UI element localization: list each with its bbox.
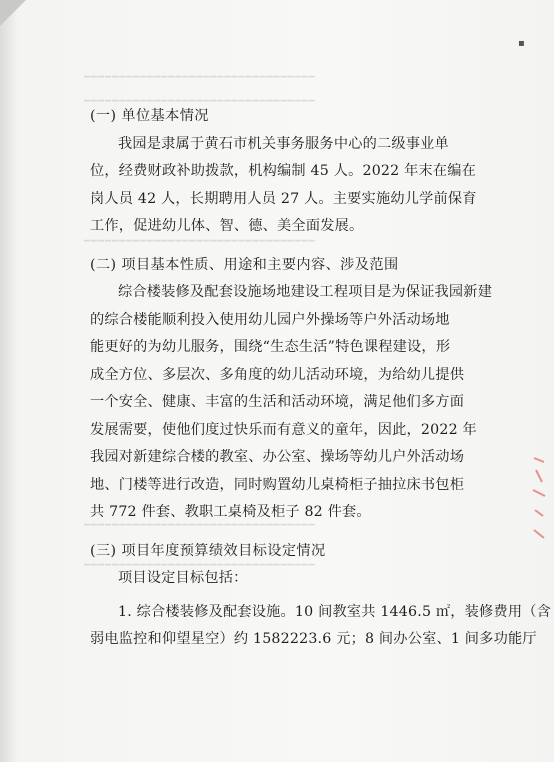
bleed-through-text: ━━━━━━━━━━━━━━━━━━━━━━━━━━━━━━━━━ bbox=[84, 72, 316, 83]
section-heading: (三) 项目年度预算绩效目标设定情况 bbox=[90, 542, 326, 559]
paragraph-line: 我园是隶属于黄石市机关事务服务中心的二级事业单 bbox=[118, 135, 449, 152]
section-heading: (二) 项目基本性质、用途和主要内容、涉及范围 bbox=[90, 256, 399, 273]
bleed-through-text: ━━━━━━━━━━━━━━━━━━━━━━━━━━━━━━━━━ bbox=[84, 96, 316, 107]
paragraph-line: 成全方位、多层次、多角度的幼儿活动环境，为给幼儿提供 bbox=[90, 366, 465, 383]
paragraph-line: 发展需要，使他们度过快乐而有意义的童年，因此，2022 年 bbox=[90, 421, 477, 438]
section-heading: (一) 单位基本情况 bbox=[90, 108, 209, 124]
document-body bbox=[90, 103, 551, 654]
paragraph-line: 能更好的为幼儿服务，围绕“生态生活”特色课程建设，形 bbox=[90, 339, 451, 355]
paragraph-line: 的综合楼能顺利投入使用幼儿园户外操场等户外活动场地 bbox=[90, 311, 450, 328]
red-seal-stamp bbox=[530, 450, 548, 550]
folded-corner bbox=[0, 0, 26, 26]
bleed-through-text: ━━━━━━━━━━━━━━━━━━━━━━━━━━━━━━━━━ bbox=[84, 560, 316, 571]
paragraph-line: 岗人员 42 人，长期聘用人员 27 人。主要实施幼儿学前保育 bbox=[90, 190, 477, 207]
paragraph-line: 工作，促进幼儿体、智、德、美全面发展。 bbox=[90, 218, 364, 234]
scan-speck: ▪ bbox=[518, 38, 525, 49]
paragraph-line: 综合楼装修及配套设施场地建设工程项目是为保证我园新建 bbox=[118, 284, 493, 300]
list-item-line: 1. 综合楼装修及配套设施。10 间教室共 1446.5 ㎡，装修费用（含 bbox=[118, 603, 551, 620]
paragraph-line: 共 772 件套、教职工桌椅及柜子 82 件套。 bbox=[90, 504, 371, 520]
bleed-through-text: ━━━━━━━━━━━━━━━━━━━━━━━━━━━━━━━━━ bbox=[84, 236, 316, 247]
paragraph-line: 我园对新建综合楼的教室、办公室、操场等幼儿户外活动场 bbox=[90, 449, 465, 465]
paragraph-line: 位，经费财政补助拨款，机构编制 45 人。2022 年末在编在 bbox=[90, 163, 477, 179]
bleed-through-text: ━━━━━━━━━━━━━━━━━━━━━━━━━━━━━━━━━ bbox=[84, 520, 316, 531]
list-item-line: 弱电监控和仰望星空）约 1582223.6 元；8 间办公室、1 间多功能厅 bbox=[90, 631, 537, 647]
paragraph-line: 一个安全、健康、丰富的生活和活动环境，满足他们多方面 bbox=[90, 394, 465, 410]
paragraph-line: 项目设定目标包括： bbox=[118, 570, 248, 586]
paragraph-line: 地、门楼等进行改造，同时购置幼儿桌椅柜子抽拉床书包柜 bbox=[90, 476, 465, 493]
